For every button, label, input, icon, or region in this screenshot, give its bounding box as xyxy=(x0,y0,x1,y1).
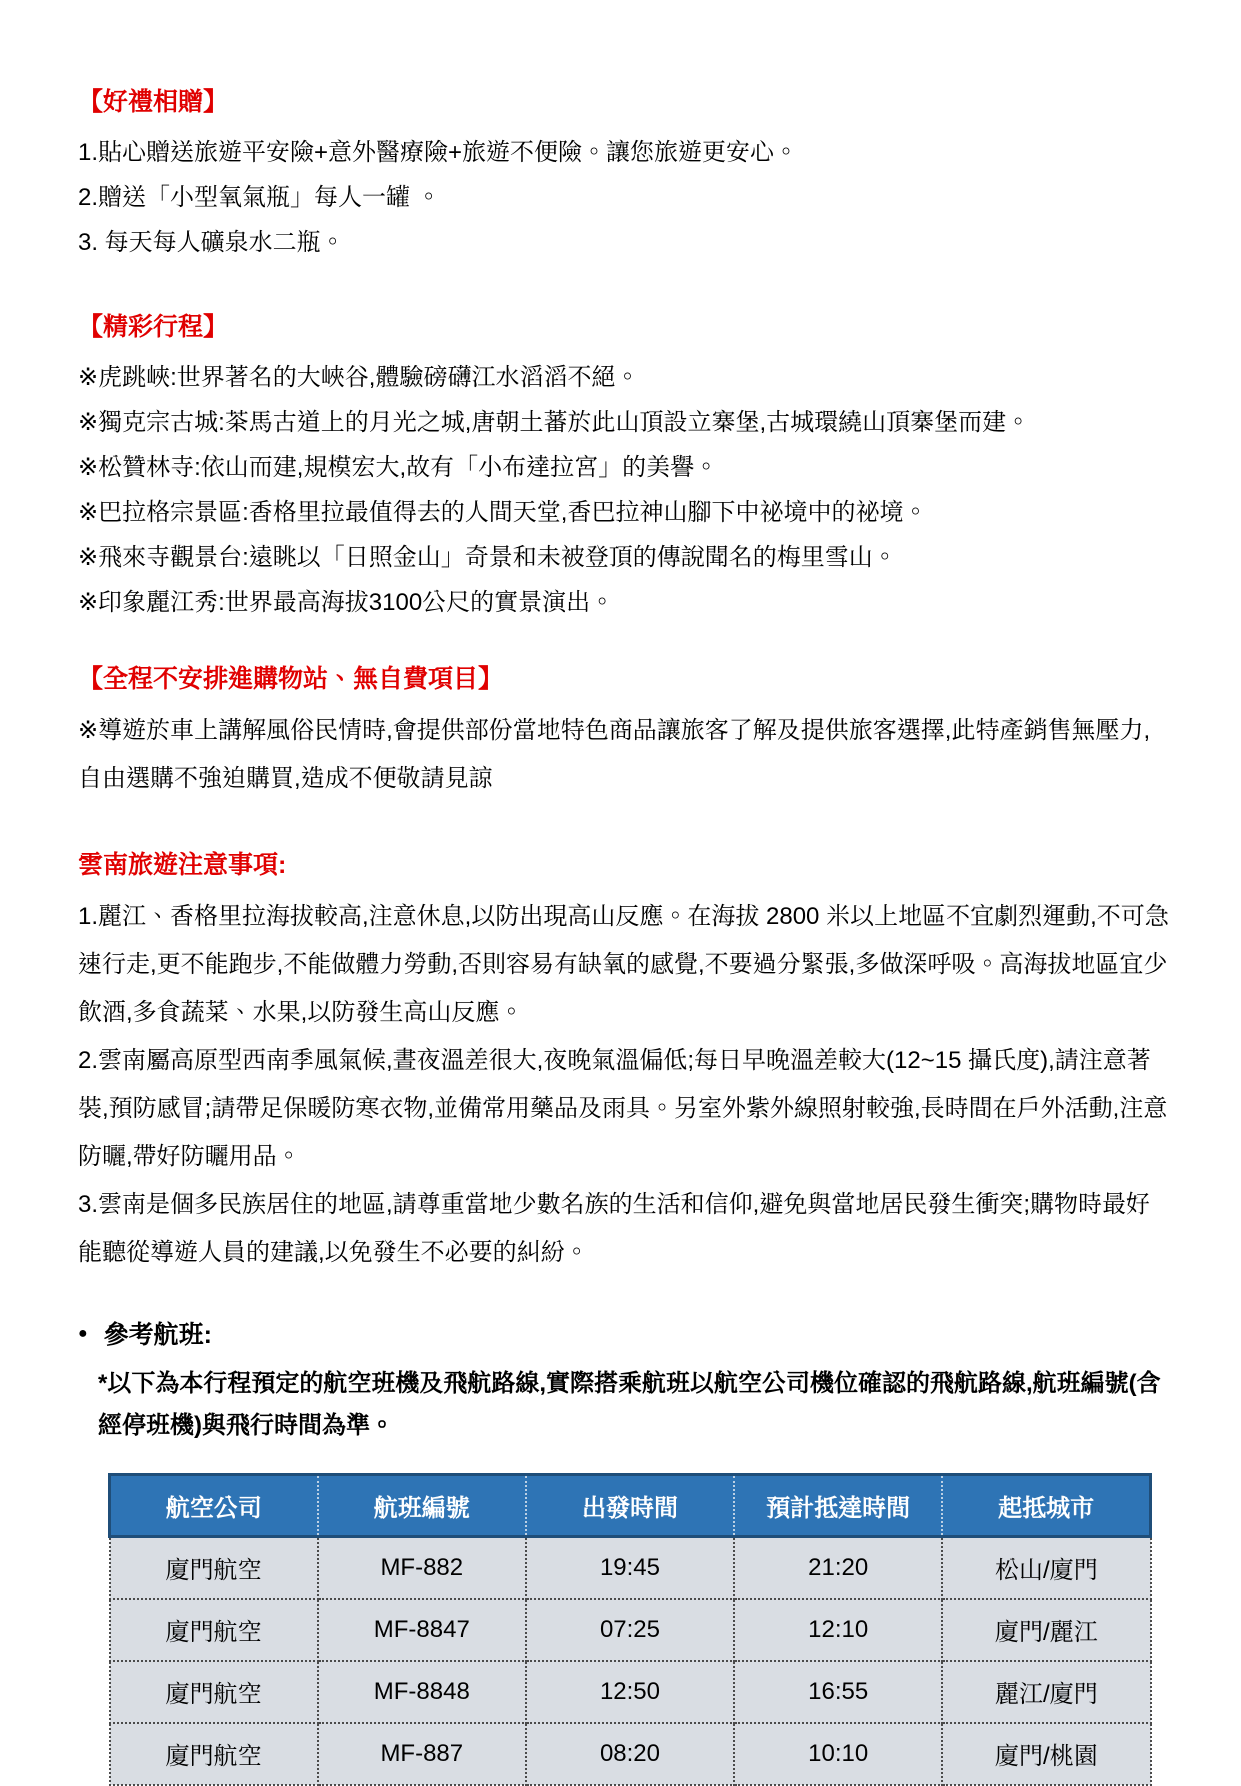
section-highlights xyxy=(78,311,1171,625)
table-cell: MF-8847 xyxy=(318,1599,526,1661)
section-notice-list xyxy=(78,893,1171,1277)
table-header-cell: 航班編號 xyxy=(318,1475,526,1537)
list-item: ※松贊林寺:依山而建,規模宏大,故有「小布達拉宮」的美譽。 xyxy=(78,454,719,481)
table-cell: MF-887 xyxy=(318,1723,526,1785)
table-header-cell: 起抵城市 xyxy=(942,1475,1150,1537)
section-no-shopping-title: 【全程不安排進購物站、無自費項目】 xyxy=(78,665,504,693)
list-item: ※虎跳峽:世界著名的大峽谷,體驗磅礴江水滔滔不絕。 xyxy=(78,364,640,391)
flights-table xyxy=(108,1473,1152,1786)
list-item: 2.贈送「小型氧氣瓶」每人一罐 。 xyxy=(78,184,441,211)
table-cell: 08:20 xyxy=(526,1723,734,1785)
list-item: 3. 每天每人礦泉水二瓶。 xyxy=(78,229,345,256)
table-cell: 麗江/廈門 xyxy=(942,1661,1150,1723)
list-item: ※巴拉格宗景區:香格里拉最值得去的人間天堂,香巴拉神山腳下中祕境中的祕境。 xyxy=(78,499,928,526)
table-cell: 12:50 xyxy=(526,1661,734,1723)
table-cell: MF-882 xyxy=(318,1537,526,1599)
section-gifts-list xyxy=(78,130,1171,265)
section-no-shopping xyxy=(78,663,1171,803)
table-row xyxy=(110,1537,1151,1599)
section-no-shopping-body: ※導遊於車上講解風俗民情時,會提供部份當地特色商品讓旅客了解及提供旅客選擇,此特產銷售無壓力,自由選購不強迫購買,造成不便敬請見諒 xyxy=(78,717,1151,792)
table-row xyxy=(110,1661,1151,1723)
section-highlights-title: 【精彩行程】 xyxy=(78,313,229,341)
table-header-cell: 預計抵達時間 xyxy=(734,1475,942,1537)
section-gifts xyxy=(78,86,1171,265)
table-cell: 12:10 xyxy=(734,1599,942,1661)
table-cell: 10:10 xyxy=(734,1723,942,1785)
section-flights-body xyxy=(78,1363,1171,1786)
list-item: ※印象麗江秀:世界最高海拔3100公尺的實景演出。 xyxy=(78,589,615,616)
list-item: ※獨克宗古城:茶馬古道上的月光之城,唐朝土蕃於此山頂設立寨堡,古城環繞山頂寨堡而建。 xyxy=(78,409,1031,436)
table-cell: 廈門航空 xyxy=(110,1537,318,1599)
list-item: 3.雲南是個多民族居住的地區,請尊重當地少數名族的生活和信仰,避免與當地居民發生衝突;購物時最好能聽從導遊人員的建議,以免發生不必要的糾紛。 xyxy=(78,1191,1151,1266)
table-cell: MF-8848 xyxy=(318,1661,526,1723)
list-item: 1.麗江、香格里拉海拔較高,注意休息,以防出現高山反應。在海拔 2800 米以上地區不宜劇烈運動,不可急速行走,更不能跑步,不能做體力勞動,否則容易有缺氧的感覺,不要過分緊張,多做深呼吸。高海拔地區宜少飲酒,多食蔬菜、水果,以防發生高山反應。 xyxy=(78,903,1169,1026)
table-cell: 松山/廈門 xyxy=(942,1537,1150,1599)
table-header-cell: 航空公司 xyxy=(110,1475,318,1537)
table-cell: 廈門航空 xyxy=(110,1599,318,1661)
table-cell: 21:20 xyxy=(734,1537,942,1599)
table-cell: 廈門航空 xyxy=(110,1661,318,1723)
section-flights-title-text: 參考航班: xyxy=(103,1321,212,1349)
table-cell: 19:45 xyxy=(526,1537,734,1599)
flights-note: *以下為本行程預定的航空班機及飛航路線,實際搭乘航班以航空公司機位確認的飛航路線,航班編號(含經停班機)與飛行時間為準。 xyxy=(98,1370,1161,1439)
bullet-icon: ● xyxy=(78,1325,88,1342)
section-flights xyxy=(78,1315,1171,1786)
list-item: 2.雲南屬高原型西南季風氣候,晝夜溫差很大,夜晚氣溫偏低;每日早晚溫差較大(12~15 攝氏度),請注意著裝,預防感冒;請帶足保暖防寒衣物,並備常用藥品及雨具。另室外紫外線照射較強,長時間在戶外活動,注意防曬,帶好防曬用品。 xyxy=(78,1047,1168,1170)
table-header-cell: 出發時間 xyxy=(526,1475,734,1537)
table-cell: 廈門航空 xyxy=(110,1723,318,1785)
section-flights-title xyxy=(78,1315,1171,1355)
table-cell: 廈門/桃園 xyxy=(942,1723,1150,1785)
table-row xyxy=(110,1723,1151,1785)
section-notice xyxy=(78,849,1171,1277)
table-cell: 16:55 xyxy=(734,1661,942,1723)
table-cell: 07:25 xyxy=(526,1599,734,1661)
list-item: ※飛來寺觀景台:遠眺以「日照金山」奇景和未被登頂的傳說聞名的梅里雪山。 xyxy=(78,544,897,571)
section-notice-title: 雲南旅遊注意事項: xyxy=(78,851,287,879)
section-gifts-title: 【好禮相贈】 xyxy=(78,88,229,116)
table-header-row xyxy=(110,1475,1151,1537)
table-cell: 廈門/麗江 xyxy=(942,1599,1150,1661)
section-highlights-list xyxy=(78,355,1171,625)
table-row xyxy=(110,1599,1151,1661)
list-item: 1.貼心贈送旅遊平安險+意外醫療險+旅遊不便險。讓您旅遊更安心。 xyxy=(78,139,799,166)
